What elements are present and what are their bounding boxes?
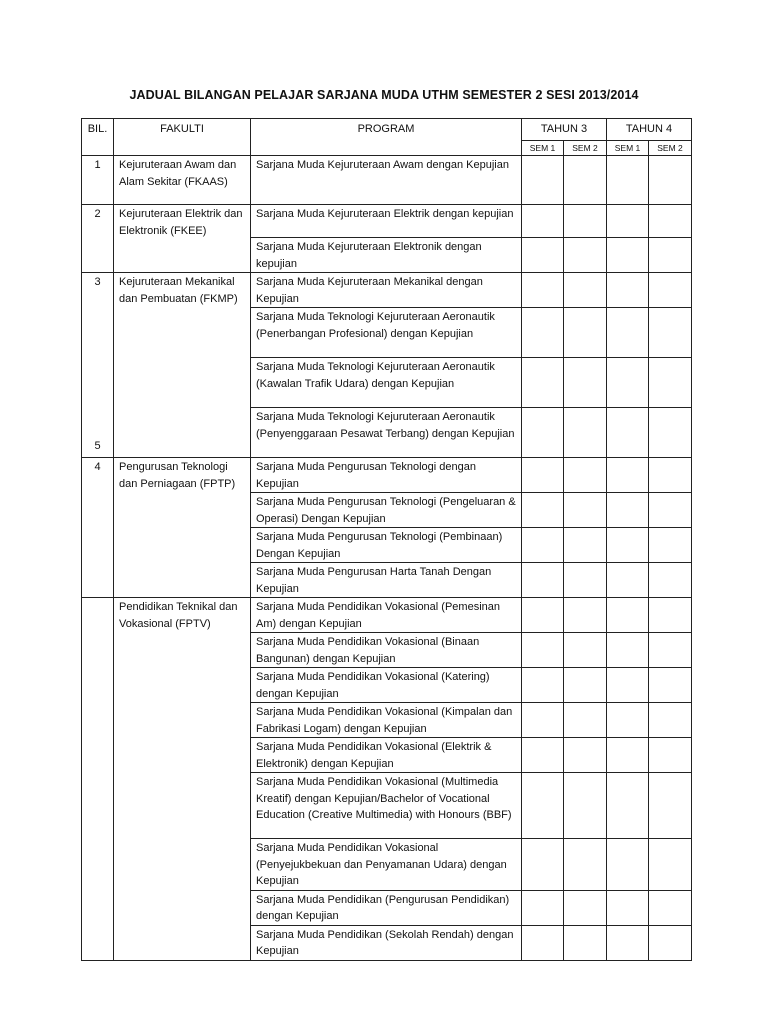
count-tahun4-sem2 xyxy=(649,925,692,960)
program-name: Sarjana Muda Teknologi Kejuruteraan Aeronautik (Penerbangan Profesional) dengan Kepujian xyxy=(251,308,522,358)
count-tahun4-sem2 xyxy=(649,493,692,528)
program-name: Sarjana Muda Pendidikan Vokasional (Penyejukbekuan dan Penyamanan Udara) dengan Kepujian xyxy=(251,839,522,891)
document-title: JADUAL BILANGAN PELAJAR SARJANA MUDA UTHM SEMESTER 2 SESI 2013/2014 xyxy=(129,88,639,102)
faculty-number: 1 xyxy=(82,156,114,205)
header-tahun3-sem1: SEM 1 xyxy=(522,141,564,156)
count-tahun3-sem2 xyxy=(564,773,607,839)
count-tahun4-sem1 xyxy=(607,890,649,925)
count-tahun3-sem2 xyxy=(564,703,607,738)
header-program: PROGRAM xyxy=(251,119,522,156)
program-name: Sarjana Muda Kejuruteraan Mekanikal dengan Kepujian xyxy=(251,273,522,308)
header-fakulti: FAKULTI xyxy=(114,119,251,156)
program-name: Sarjana Muda Pendidikan Vokasional (Binaan Bangunan) dengan Kepujian xyxy=(251,633,522,668)
count-tahun3-sem1 xyxy=(522,773,564,839)
count-tahun3-sem2 xyxy=(564,238,607,273)
program-name: Sarjana Muda Pendidikan Vokasional (Pemesinan Am) dengan Kepujian xyxy=(251,598,522,633)
count-tahun4-sem1 xyxy=(607,563,649,598)
program-name: Sarjana Muda Pengurusan Teknologi (Pembinaan) Dengan Kepujian xyxy=(251,528,522,563)
header-bil: BIL. xyxy=(82,119,114,156)
program-name: Sarjana Muda Pengurusan Teknologi (Pengeluaran & Operasi) Dengan Kepujian xyxy=(251,493,522,528)
count-tahun3-sem2 xyxy=(564,598,607,633)
header-row-main xyxy=(82,119,692,141)
count-tahun4-sem1 xyxy=(607,839,649,891)
program-name: Sarjana Muda Teknologi Kejuruteraan Aeronautik (Kawalan Trafik Udara) dengan Kepujian xyxy=(251,358,522,408)
faculty-number-label: 5 xyxy=(94,440,101,452)
table-row xyxy=(82,205,692,238)
count-tahun4-sem1 xyxy=(607,925,649,960)
faculty-number: 3 xyxy=(82,273,114,458)
count-tahun4-sem2 xyxy=(649,458,692,493)
count-tahun4-sem1 xyxy=(607,308,649,358)
count-tahun3-sem2 xyxy=(564,408,607,458)
program-name: Sarjana Muda Kejuruteraan Elektronik dengan kepujian xyxy=(251,238,522,273)
count-tahun4-sem2 xyxy=(649,598,692,633)
count-tahun4-sem2 xyxy=(649,563,692,598)
count-tahun3-sem1 xyxy=(522,839,564,891)
faculty-number: 4 xyxy=(82,458,114,598)
program-name: Sarjana Muda Pengurusan Teknologi dengan Kepujian xyxy=(251,458,522,493)
count-tahun4-sem2 xyxy=(649,205,692,238)
faculty-name: Kejuruteraan Elektrik dan Elektronik (FKEE) xyxy=(114,205,251,273)
count-tahun3-sem2 xyxy=(564,890,607,925)
count-tahun4-sem2 xyxy=(649,156,692,205)
faculty-number xyxy=(82,440,114,961)
header-tahun-3: TAHUN 3 xyxy=(522,119,607,141)
count-tahun4-sem1 xyxy=(607,633,649,668)
table-row xyxy=(82,598,692,633)
count-tahun4-sem2 xyxy=(649,633,692,668)
count-tahun3-sem1 xyxy=(522,273,564,308)
program-name: Sarjana Muda Kejuruteraan Elektrik dengan kepujian xyxy=(251,205,522,238)
program-name: Sarjana Muda Pendidikan Vokasional (Katering) dengan Kepujian xyxy=(251,668,522,703)
count-tahun3-sem1 xyxy=(522,668,564,703)
count-tahun3-sem2 xyxy=(564,156,607,205)
count-tahun3-sem1 xyxy=(522,738,564,773)
program-name: Sarjana Muda Pendidikan Vokasional (Elektrik & Elektronik) dengan Kepujian xyxy=(251,738,522,773)
header-tahun3-sem2: SEM 2 xyxy=(564,141,607,156)
count-tahun4-sem2 xyxy=(649,308,692,358)
count-tahun3-sem1 xyxy=(522,598,564,633)
count-tahun3-sem1 xyxy=(522,925,564,960)
count-tahun4-sem2 xyxy=(649,738,692,773)
count-tahun3-sem2 xyxy=(564,273,607,308)
count-tahun3-sem2 xyxy=(564,633,607,668)
count-tahun4-sem1 xyxy=(607,358,649,408)
count-tahun3-sem2 xyxy=(564,839,607,891)
count-tahun3-sem1 xyxy=(522,205,564,238)
count-tahun4-sem1 xyxy=(607,738,649,773)
header-tahun-4: TAHUN 4 xyxy=(607,119,692,141)
count-tahun3-sem2 xyxy=(564,358,607,408)
count-tahun4-sem2 xyxy=(649,528,692,563)
count-tahun3-sem1 xyxy=(522,493,564,528)
count-tahun4-sem1 xyxy=(607,668,649,703)
count-tahun4-sem2 xyxy=(649,238,692,273)
table-row xyxy=(82,156,692,205)
program-name: Sarjana Muda Pendidikan Vokasional (Multimedia Kreatif) dengan Kepujian/Bachelor of Vocational Education (Creative Multimedia) with Honours (BBF) xyxy=(251,773,522,839)
count-tahun3-sem1 xyxy=(522,528,564,563)
count-tahun4-sem2 xyxy=(649,358,692,408)
header-tahun4-sem1: SEM 1 xyxy=(607,141,649,156)
count-tahun3-sem2 xyxy=(564,925,607,960)
faculty-number: 2 xyxy=(82,205,114,273)
faculty-name: Pendidikan Teknikal dan Vokasional (FPTV) xyxy=(114,598,251,961)
count-tahun4-sem2 xyxy=(649,668,692,703)
count-tahun4-sem1 xyxy=(607,598,649,633)
count-tahun3-sem2 xyxy=(564,563,607,598)
count-tahun4-sem2 xyxy=(649,890,692,925)
count-tahun4-sem2 xyxy=(649,703,692,738)
count-tahun3-sem2 xyxy=(564,205,607,238)
count-tahun3-sem1 xyxy=(522,308,564,358)
student-count-table xyxy=(81,118,692,961)
count-tahun3-sem1 xyxy=(522,633,564,668)
count-tahun4-sem2 xyxy=(649,839,692,891)
faculty-name: Pengurusan Teknologi dan Perniagaan (FPTP) xyxy=(114,458,251,598)
count-tahun3-sem2 xyxy=(564,738,607,773)
program-name: Sarjana Muda Pengurusan Harta Tanah Dengan Kepujian xyxy=(251,563,522,598)
program-name: Sarjana Muda Teknologi Kejuruteraan Aeronautik (Penyenggaraan Pesawat Terbang) dengan Kepujian xyxy=(251,408,522,458)
program-name: Sarjana Muda Pendidikan (Sekolah Rendah) dengan Kepujian xyxy=(251,925,522,960)
count-tahun3-sem1 xyxy=(522,358,564,408)
program-name: Sarjana Muda Kejuruteraan Awam dengan Kepujian xyxy=(251,156,522,205)
count-tahun3-sem1 xyxy=(522,563,564,598)
table-row xyxy=(82,458,692,493)
count-tahun3-sem1 xyxy=(522,238,564,273)
faculty-name: Kejuruteraan Mekanikal dan Pembuatan (FKMP) xyxy=(114,273,251,458)
program-name: Sarjana Muda Pendidikan (Pengurusan Pendidikan) dengan Kepujian xyxy=(251,890,522,925)
count-tahun4-sem1 xyxy=(607,773,649,839)
count-tahun3-sem1 xyxy=(522,890,564,925)
count-tahun4-sem1 xyxy=(607,703,649,738)
count-tahun4-sem1 xyxy=(607,528,649,563)
count-tahun3-sem1 xyxy=(522,458,564,493)
count-tahun3-sem2 xyxy=(564,458,607,493)
count-tahun4-sem1 xyxy=(607,156,649,205)
count-tahun4-sem2 xyxy=(649,273,692,308)
count-tahun4-sem2 xyxy=(649,408,692,458)
count-tahun4-sem1 xyxy=(607,205,649,238)
program-name: Sarjana Muda Pendidikan Vokasional (Kimpalan dan Fabrikasi Logam) dengan Kepujian xyxy=(251,703,522,738)
count-tahun3-sem2 xyxy=(564,493,607,528)
count-tahun4-sem1 xyxy=(607,458,649,493)
count-tahun4-sem1 xyxy=(607,238,649,273)
count-tahun3-sem1 xyxy=(522,703,564,738)
count-tahun3-sem1 xyxy=(522,156,564,205)
count-tahun4-sem1 xyxy=(607,408,649,458)
header-tahun4-sem2: SEM 2 xyxy=(649,141,692,156)
count-tahun4-sem1 xyxy=(607,273,649,308)
count-tahun3-sem2 xyxy=(564,528,607,563)
faculty-name: Kejuruteraan Awam dan Alam Sekitar (FKAAS) xyxy=(114,156,251,205)
count-tahun3-sem2 xyxy=(564,308,607,358)
table-row xyxy=(82,273,692,308)
count-tahun3-sem1 xyxy=(522,408,564,458)
count-tahun3-sem2 xyxy=(564,668,607,703)
count-tahun4-sem1 xyxy=(607,493,649,528)
count-tahun4-sem2 xyxy=(649,773,692,839)
